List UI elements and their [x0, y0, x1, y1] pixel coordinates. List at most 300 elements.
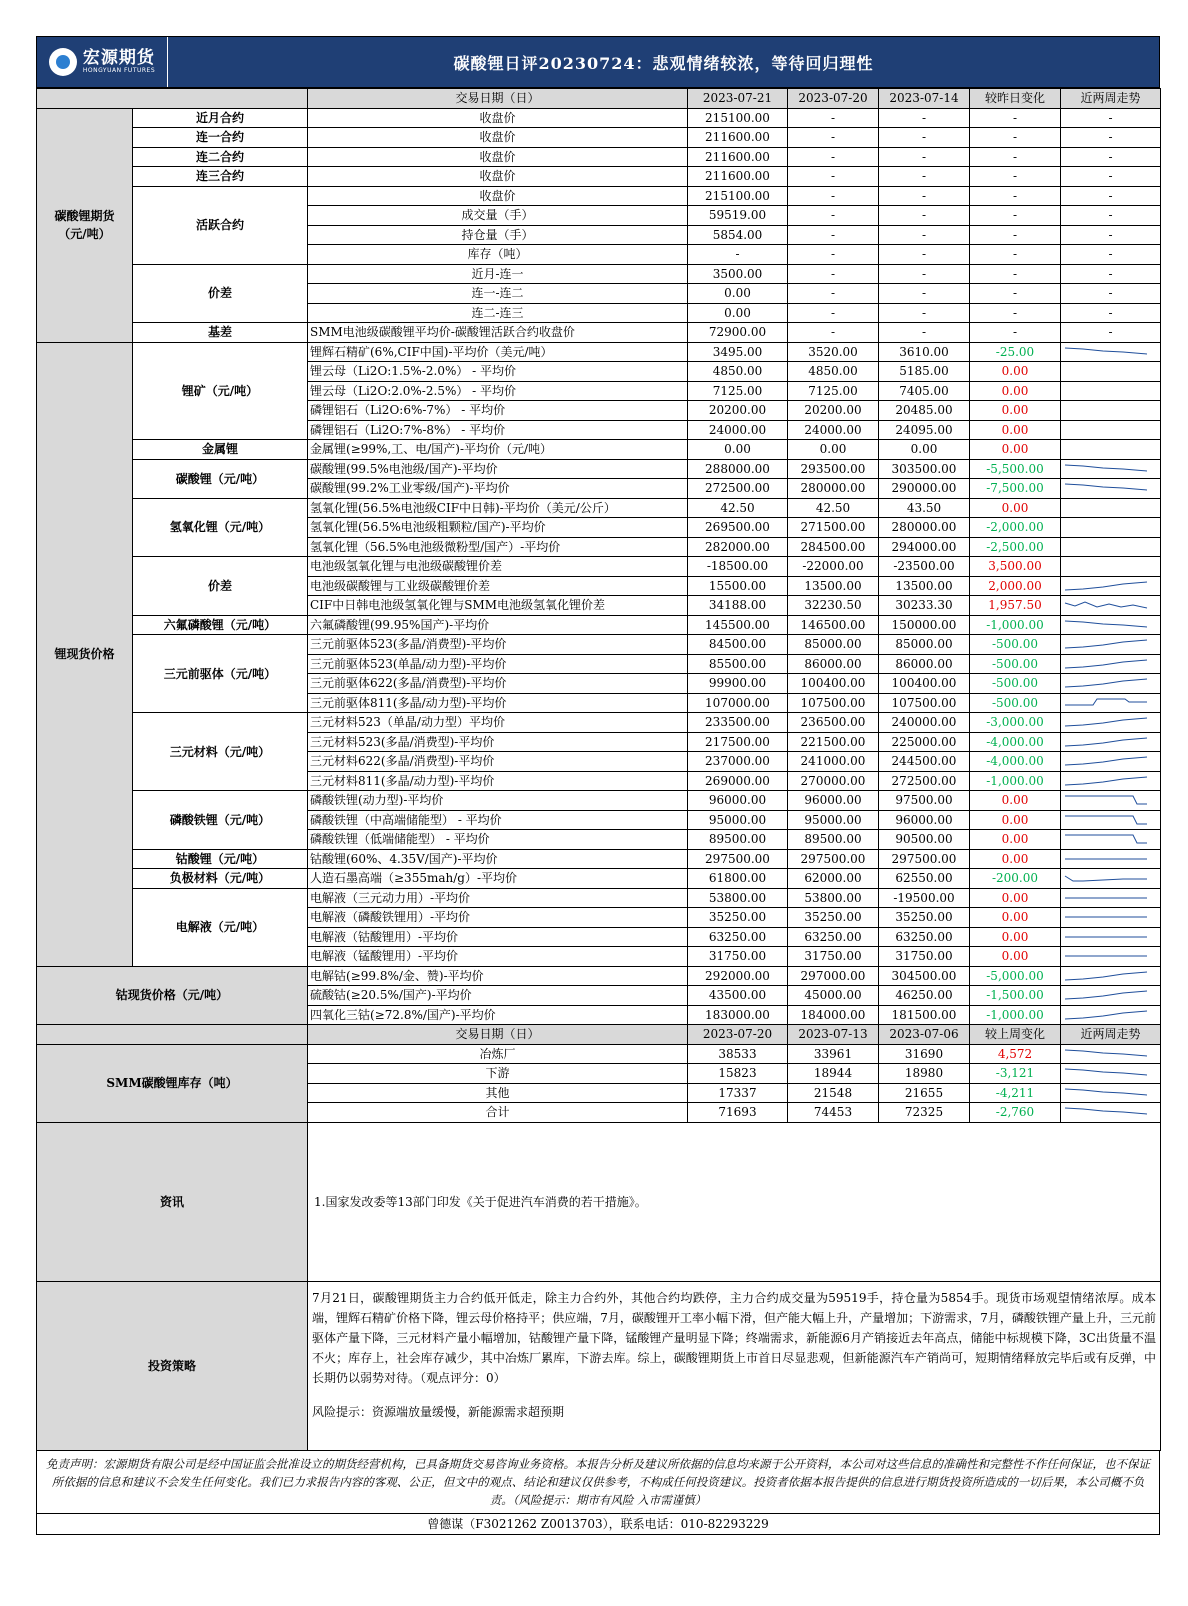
item-cell: 三元材料811(多晶/动力型)-平均价	[308, 771, 688, 791]
change-cell: -	[970, 108, 1061, 128]
sparkline-icon	[1063, 597, 1149, 613]
sparkline-icon	[1063, 1085, 1149, 1101]
value-cell: 282000.00	[688, 537, 788, 557]
item-cell: 锂云母（Li2O:2.0%-2.5%） - 平均价	[308, 381, 688, 401]
change-cell: -4,000.00	[970, 732, 1061, 752]
table-row	[37, 264, 1161, 284]
item-cell: 六氟磷酸锂(99.95%国产)-平均价	[308, 615, 688, 635]
header-spacer	[37, 1025, 308, 1045]
trend-cell	[1061, 888, 1161, 908]
value-cell: -	[1061, 186, 1161, 206]
table-row	[37, 108, 1161, 128]
trend-cell	[1061, 966, 1161, 986]
change-cell: -5,000.00	[970, 966, 1061, 986]
sparkline-icon	[1063, 948, 1149, 964]
category-cell: 钴现货价格（元/吨）	[37, 966, 308, 1025]
value-cell: 303500.00	[879, 459, 970, 479]
column-header: 近两周走势	[1061, 1025, 1161, 1045]
value-cell: -	[1061, 284, 1161, 304]
value-cell: 24000.00	[688, 420, 788, 440]
value-cell: 32230.50	[788, 596, 879, 616]
value-cell: 20485.00	[879, 401, 970, 421]
sparkline-path	[1065, 738, 1147, 746]
header-row	[37, 89, 1161, 109]
change-cell: -2,760	[970, 1103, 1061, 1123]
item-cell: 电池级氢氧化锂与电池级碳酸锂价差	[308, 557, 688, 577]
value-cell: -	[879, 206, 970, 226]
item-cell: 电解液（三元动力用）-平均价	[308, 888, 688, 908]
value-cell: 0.00	[688, 303, 788, 323]
sparkline-path	[1065, 757, 1147, 765]
trend-cell	[1061, 908, 1161, 928]
value-cell: 100400.00	[788, 674, 879, 694]
value-cell: 3500.00	[688, 264, 788, 284]
report-title: 碳酸锂日评20230724：悲观情绪较浓，等待回归理性	[168, 37, 1159, 87]
value-cell: 215100.00	[688, 186, 788, 206]
table-row	[37, 1044, 1161, 1064]
table-row	[37, 615, 1161, 635]
value-cell: 244500.00	[879, 752, 970, 772]
sparkline-icon	[1063, 461, 1149, 477]
change-cell: -500.00	[970, 693, 1061, 713]
trend-cell	[1061, 440, 1161, 460]
trend-cell	[1061, 381, 1161, 401]
sparkline-path	[1065, 679, 1147, 687]
item-cell: 收盘价	[308, 147, 688, 167]
table-row	[37, 966, 1161, 986]
value-cell: 74453	[788, 1103, 879, 1123]
change-cell: -	[970, 167, 1061, 187]
column-header: 交易日期（日）	[308, 89, 688, 109]
table-row	[37, 849, 1161, 869]
trend-cell	[1061, 576, 1161, 596]
item-cell: 钴酸锂(60%、4.35V/国产)-平均价	[308, 849, 688, 869]
trend-cell	[1061, 362, 1161, 382]
value-cell: 89500.00	[788, 830, 879, 850]
value-cell: 4850.00	[688, 362, 788, 382]
column-header: 交易日期（日）	[308, 1025, 688, 1045]
company-logo	[37, 37, 168, 87]
item-cell: 电解液（锰酸锂用）-平均价	[308, 947, 688, 967]
value-cell: 294000.00	[879, 537, 970, 557]
change-cell: -	[970, 128, 1061, 148]
value-cell: 45000.00	[788, 986, 879, 1006]
column-header: 2023-07-20	[688, 1025, 788, 1045]
value-cell: 269000.00	[688, 771, 788, 791]
value-cell: 3610.00	[879, 342, 970, 362]
value-cell: 96000.00	[688, 791, 788, 811]
value-cell: 43.50	[879, 498, 970, 518]
value-cell: 61800.00	[688, 869, 788, 889]
sparkline-icon	[1063, 753, 1149, 769]
strategy-cell	[308, 1281, 1161, 1450]
value-cell: 34188.00	[688, 596, 788, 616]
value-cell: 95000.00	[788, 810, 879, 830]
sparkline-icon	[1063, 792, 1149, 808]
sparkline-path	[1065, 972, 1147, 980]
change-cell: -1,000.00	[970, 615, 1061, 635]
table-row	[37, 128, 1161, 148]
item-cell: 连二-连三	[308, 303, 688, 323]
table-row	[37, 440, 1161, 460]
change-cell: -3,121	[970, 1064, 1061, 1084]
news-row	[37, 1122, 1161, 1281]
value-cell: 18944	[788, 1064, 879, 1084]
group-cell: 电解液（元/吨）	[133, 888, 308, 966]
sparkline-path	[1065, 621, 1147, 627]
value-cell: -	[788, 264, 879, 284]
sparkline-path	[1065, 1011, 1147, 1019]
value-cell: 217500.00	[688, 732, 788, 752]
column-header: 2023-07-21	[688, 89, 788, 109]
sparkline-path	[1065, 718, 1147, 726]
change-cell: -4,211	[970, 1083, 1061, 1103]
sparkline-icon	[1063, 1065, 1149, 1081]
change-cell: 1,957.50	[970, 596, 1061, 616]
trend-cell	[1061, 537, 1161, 557]
value-cell: 100400.00	[879, 674, 970, 694]
value-cell: -22000.00	[788, 557, 879, 577]
change-cell: -	[970, 323, 1061, 343]
change-cell: -1,500.00	[970, 986, 1061, 1006]
sparkline-path	[1065, 835, 1147, 843]
sparkline-path	[1065, 484, 1147, 490]
value-cell: 0.00	[879, 440, 970, 460]
value-cell: 7125.00	[788, 381, 879, 401]
value-cell: 20200.00	[688, 401, 788, 421]
change-cell: -500.00	[970, 654, 1061, 674]
value-cell: 0.00	[688, 284, 788, 304]
value-cell: -	[1061, 323, 1161, 343]
change-cell: 0.00	[970, 420, 1061, 440]
change-cell: 0.00	[970, 791, 1061, 811]
value-cell: -	[879, 323, 970, 343]
value-cell: 4850.00	[788, 362, 879, 382]
value-cell: 42.50	[688, 498, 788, 518]
change-cell: -2,500.00	[970, 537, 1061, 557]
item-cell: 近月-连一	[308, 264, 688, 284]
item-cell: 库存（吨）	[308, 245, 688, 265]
group-cell: 磷酸铁锂（元/吨）	[133, 791, 308, 850]
change-cell: -25.00	[970, 342, 1061, 362]
value-cell: 63250.00	[879, 927, 970, 947]
trend-cell	[1061, 1005, 1161, 1025]
change-cell: 0.00	[970, 830, 1061, 850]
item-cell: 三元前驱体811(多晶/动力型)-平均价	[308, 693, 688, 713]
trend-cell	[1061, 1044, 1161, 1064]
sparkline-icon	[1063, 480, 1149, 496]
value-cell: 280000.00	[788, 479, 879, 499]
value-cell: -	[788, 128, 879, 148]
value-cell: 146500.00	[788, 615, 879, 635]
sparkline-path	[1065, 582, 1147, 590]
value-cell: -	[879, 108, 970, 128]
item-cell: 其他	[308, 1083, 688, 1103]
value-cell: 145500.00	[688, 615, 788, 635]
group-cell: 连三合约	[133, 167, 308, 187]
trend-cell	[1061, 596, 1161, 616]
item-cell: 锂辉石精矿(6%,CIF中国)-平均价（美元/吨）	[308, 342, 688, 362]
item-cell: 电解液（磷酸铁锂用）-平均价	[308, 908, 688, 928]
value-cell: 35250.00	[788, 908, 879, 928]
value-cell: 96000.00	[788, 791, 879, 811]
item-cell: 三元材料622(多晶/消费型)-平均价	[308, 752, 688, 772]
value-cell: 13500.00	[879, 576, 970, 596]
table-row	[37, 888, 1161, 908]
change-cell: -5,500.00	[970, 459, 1061, 479]
trend-cell	[1061, 927, 1161, 947]
value-cell: 271500.00	[788, 518, 879, 538]
value-cell: 13500.00	[788, 576, 879, 596]
value-cell: 97500.00	[879, 791, 970, 811]
item-cell: 人造石墨高端（≥355mah/g）-平均价	[308, 869, 688, 889]
item-cell: 连一-连二	[308, 284, 688, 304]
change-cell: 0.00	[970, 810, 1061, 830]
value-cell: 297500.00	[879, 849, 970, 869]
value-cell: -	[1061, 225, 1161, 245]
trend-cell	[1061, 498, 1161, 518]
change-cell: -	[970, 284, 1061, 304]
column-header: 2023-07-14	[879, 89, 970, 109]
value-cell: 95000.00	[688, 810, 788, 830]
value-cell: -	[788, 186, 879, 206]
group-cell: 连二合约	[133, 147, 308, 167]
trend-cell	[1061, 849, 1161, 869]
value-cell: -	[788, 323, 879, 343]
item-cell: 硫酸钴(≥20.5%/国产)-平均价	[308, 986, 688, 1006]
value-cell: 30233.30	[879, 596, 970, 616]
value-cell: 43500.00	[688, 986, 788, 1006]
sparkline-path	[1065, 816, 1147, 824]
value-cell: 0.00	[688, 440, 788, 460]
group-cell: 基差	[133, 323, 308, 343]
change-cell: 0.00	[970, 381, 1061, 401]
value-cell: 84500.00	[688, 635, 788, 655]
trend-cell	[1061, 459, 1161, 479]
value-cell: 85000.00	[879, 635, 970, 655]
value-cell: -	[879, 245, 970, 265]
strategy-label: 投资策略	[37, 1281, 308, 1450]
group-cell: 连一合约	[133, 128, 308, 148]
item-cell: 氢氧化锂（56.5%电池级微粉型/国产）-平均价	[308, 537, 688, 557]
value-cell: 297500.00	[788, 849, 879, 869]
header-spacer	[37, 89, 308, 109]
value-cell: 21655	[879, 1083, 970, 1103]
item-cell: SMM电池级碳酸锂平均价-碳酸锂活跃合约收盘价	[308, 323, 688, 343]
sparkline-path	[1065, 1069, 1147, 1075]
value-cell: 290000.00	[879, 479, 970, 499]
value-cell: -	[1061, 128, 1161, 148]
table-row	[37, 167, 1161, 187]
value-cell: -23500.00	[879, 557, 970, 577]
change-cell: -	[970, 303, 1061, 323]
value-cell: 96000.00	[879, 810, 970, 830]
value-cell: -	[1061, 303, 1161, 323]
trend-cell	[1061, 947, 1161, 967]
value-cell: -	[788, 225, 879, 245]
value-cell: 62550.00	[879, 869, 970, 889]
sparkline-icon	[1063, 929, 1149, 945]
column-header: 2023-07-20	[788, 89, 879, 109]
value-cell: -	[1061, 206, 1161, 226]
value-cell: -	[879, 225, 970, 245]
change-cell: -1,000.00	[970, 771, 1061, 791]
item-cell: 冶炼厂	[308, 1044, 688, 1064]
risk-note: 风险提示：资源端放量缓慢，新能源需求超预期	[312, 1404, 565, 1419]
value-cell: 236500.00	[788, 713, 879, 733]
value-cell: 85000.00	[788, 635, 879, 655]
change-cell: -500.00	[970, 635, 1061, 655]
category-cell: SMM碳酸锂库存（吨）	[37, 1044, 308, 1122]
table-row	[37, 713, 1161, 733]
table-row	[37, 323, 1161, 343]
value-cell: 181500.00	[879, 1005, 970, 1025]
value-cell: 272500.00	[879, 771, 970, 791]
value-cell: 107500.00	[879, 693, 970, 713]
group-cell: 六氟磷酸锂（元/吨）	[133, 615, 308, 635]
value-cell: 288000.00	[688, 459, 788, 479]
trend-cell	[1061, 1103, 1161, 1123]
change-cell: -1,000.00	[970, 1005, 1061, 1025]
value-cell: -	[788, 108, 879, 128]
value-cell: -18500.00	[688, 557, 788, 577]
sparkline-path	[1065, 991, 1147, 999]
value-cell: 107000.00	[688, 693, 788, 713]
value-cell: 0.00	[788, 440, 879, 460]
value-cell: -	[879, 167, 970, 187]
item-cell: 电解钴(≥99.8%/金、赞)-平均价	[308, 966, 688, 986]
item-cell: 磷酸铁锂(动力型)-平均价	[308, 791, 688, 811]
trend-cell	[1061, 732, 1161, 752]
sparkline-icon	[1063, 675, 1149, 691]
value-cell: 72325	[879, 1103, 970, 1123]
value-cell: -	[688, 245, 788, 265]
sparkline-icon	[1063, 636, 1149, 652]
value-cell: 211600.00	[688, 147, 788, 167]
change-cell: 4,572	[970, 1044, 1061, 1064]
group-cell: 近月合约	[133, 108, 308, 128]
table-row	[37, 791, 1161, 811]
trend-cell	[1061, 791, 1161, 811]
value-cell: -	[788, 245, 879, 265]
group-cell: 负极材料（元/吨）	[133, 869, 308, 889]
value-cell: -	[879, 128, 970, 148]
column-header: 近两周走势	[1061, 89, 1161, 109]
group-cell: 三元前驱体（元/吨）	[133, 635, 308, 713]
value-cell: 297500.00	[688, 849, 788, 869]
table-row	[37, 635, 1161, 655]
value-cell: -	[879, 284, 970, 304]
change-cell: -200.00	[970, 869, 1061, 889]
value-cell: -	[879, 264, 970, 284]
change-cell: 0.00	[970, 908, 1061, 928]
value-cell: 233500.00	[688, 713, 788, 733]
sparkline-path	[1065, 1050, 1147, 1056]
table-row	[37, 459, 1161, 479]
item-cell: 电解液（钴酸锂用）-平均价	[308, 927, 688, 947]
value-cell: 269500.00	[688, 518, 788, 538]
item-cell: 收盘价	[308, 167, 688, 187]
value-cell: 183000.00	[688, 1005, 788, 1025]
item-cell: 磷酸铁锂（低端储能型） - 平均价	[308, 830, 688, 850]
trend-cell	[1061, 615, 1161, 635]
value-cell: 270000.00	[788, 771, 879, 791]
item-cell: 收盘价	[308, 108, 688, 128]
change-cell: -	[970, 186, 1061, 206]
table-row	[37, 147, 1161, 167]
value-cell: 42.50	[788, 498, 879, 518]
value-cell: 35250.00	[879, 908, 970, 928]
value-cell: 90500.00	[879, 830, 970, 850]
item-cell: 氢氧化锂(56.5%电池级CIF中日韩)-平均价（美元/公斤）	[308, 498, 688, 518]
sparkline-icon	[1063, 909, 1149, 925]
item-cell: 三元前驱体622(多晶/消费型)-平均价	[308, 674, 688, 694]
item-cell: 收盘价	[308, 128, 688, 148]
column-header: 2023-07-06	[879, 1025, 970, 1045]
sparkline-path	[1065, 796, 1147, 804]
sparkline-icon	[1063, 695, 1149, 711]
value-cell: -	[1061, 167, 1161, 187]
sparkline-icon	[1063, 851, 1149, 867]
value-cell: 63250.00	[688, 927, 788, 947]
value-cell: 53800.00	[788, 888, 879, 908]
value-cell: 241000.00	[788, 752, 879, 772]
trend-cell	[1061, 986, 1161, 1006]
value-cell: 297000.00	[788, 966, 879, 986]
trend-cell	[1061, 635, 1161, 655]
item-cell: 磷锂铝石（Li2O:6%-7%） - 平均价	[308, 401, 688, 421]
change-cell: 0.00	[970, 498, 1061, 518]
item-cell: 金属锂(≥99%,工、电/国产)-平均价（元/吨）	[308, 440, 688, 460]
value-cell: 240000.00	[879, 713, 970, 733]
group-cell: 氢氧化锂（元/吨）	[133, 498, 308, 557]
item-cell: 锂云母（Li2O:1.5%-2.0%） - 平均价	[308, 362, 688, 382]
sparkline-icon	[1063, 656, 1149, 672]
group-cell: 价差	[133, 264, 308, 323]
header-row	[37, 1025, 1161, 1045]
value-cell: -	[879, 147, 970, 167]
value-cell: 7405.00	[879, 381, 970, 401]
value-cell: -	[879, 186, 970, 206]
sparkline-icon	[1063, 870, 1149, 886]
sparkline-icon	[1063, 617, 1149, 633]
trend-cell	[1061, 713, 1161, 733]
news-text: 1.国家发改委等13部门印发《关于促进汽车消费的若干措施》。	[308, 1122, 1161, 1281]
trend-cell	[1061, 810, 1161, 830]
value-cell: 35250.00	[688, 908, 788, 928]
value-cell: 15823	[688, 1064, 788, 1084]
sparkline-icon	[1063, 1007, 1149, 1023]
value-cell: -	[1061, 147, 1161, 167]
value-cell: 86000.00	[788, 654, 879, 674]
table-row	[37, 557, 1161, 577]
group-cell: 碳酸锂（元/吨）	[133, 459, 308, 498]
value-cell: 33961	[788, 1044, 879, 1064]
value-cell: -	[788, 147, 879, 167]
value-cell: 53800.00	[688, 888, 788, 908]
value-cell: 272500.00	[688, 479, 788, 499]
trend-cell	[1061, 557, 1161, 577]
item-cell: 三元前驱体523(单晶/动力型)-平均价	[308, 654, 688, 674]
value-cell: 280000.00	[879, 518, 970, 538]
item-cell: 电池级碳酸锂与工业级碳酸锂价差	[308, 576, 688, 596]
item-cell: 四氧化三钴(≥72.8%/国产)-平均价	[308, 1005, 688, 1025]
value-cell: 89500.00	[688, 830, 788, 850]
trend-cell	[1061, 1064, 1161, 1084]
category-cell: 碳酸锂期货 （元/吨）	[37, 108, 133, 342]
group-cell: 价差	[133, 557, 308, 616]
change-cell: 0.00	[970, 440, 1061, 460]
